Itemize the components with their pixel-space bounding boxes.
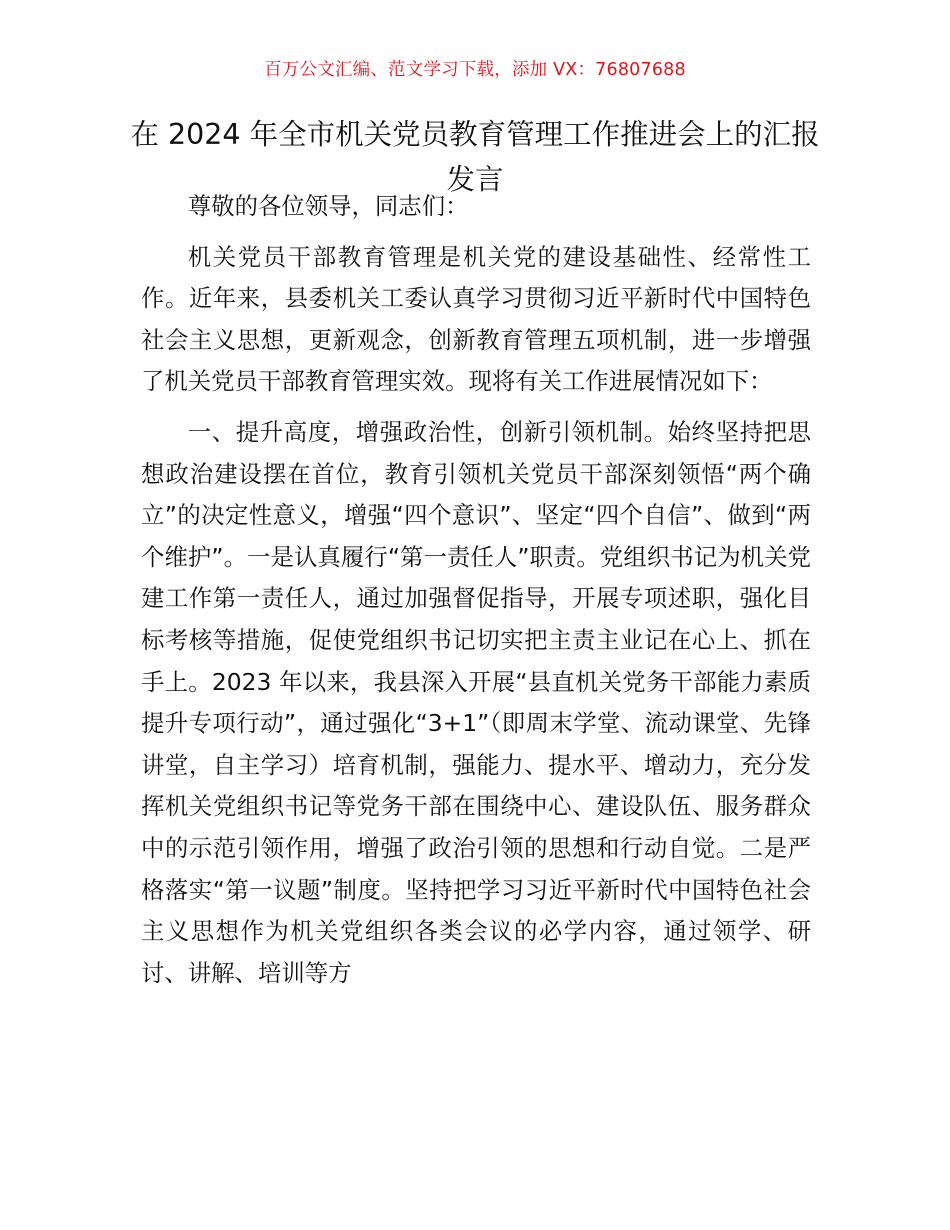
watermark-banner: 百万公文汇编、范文学习下载，添加 VX：76807688 bbox=[264, 60, 686, 80]
paragraph-intro: 机关党员干部教育管理是机关党的建设基础性、经常性工作。近年来，县委机关工委认真学习贯彻习近平新时代中国特色社会主义思想，更新观念，创新教育管理五项机制，进一步增强了机关党员干部教育管理实效。现将有关工作进展情况如下： bbox=[141, 242, 811, 396]
salutation: 尊敬的各位领导，同志们： bbox=[187, 192, 469, 220]
document-body bbox=[141, 186, 811, 1003]
document-title: 在 2024 年全市机关党员教育管理工作推进会上的汇报发言 bbox=[130, 118, 820, 196]
paragraph-section-one: 一、提升高度，增强政治性，创新引领机制。始终坚持把思想政治建设摆在首位，教育引领机关党员干部深刻领悟“两个确立”的决定性意义，增强“四个意识”、坚定“四个自信”、做到“两个维护”。一是认真履行“第一责任人”职责。党组织书记为机关党建工作第一责任人，通过加强督促指导，开展专项述职，强化目标考核等措施，促使党组织书记切实把主责主业记在心上、抓在手上。2023 年以来，我县深入开展“县直机关党务干部能力素质提升专项行动”，通过强化“3+1”（即周末学堂、流动课堂、先锋讲堂，自主学习）培育机制，强能力、提水平、增动力，充分发挥机关党组织书记等党务干部在围绕中心、建设队伍、服务群众中的示范引领作用，增强了政治引领的思想和行动自觉。二是严格落实“第一议题”制度。坚持把学习习近平新时代中国特色社会主义思想作为机关党组织各类会议的必学内容，通过领学、研讨、讲解、培训等方 bbox=[141, 417, 811, 987]
